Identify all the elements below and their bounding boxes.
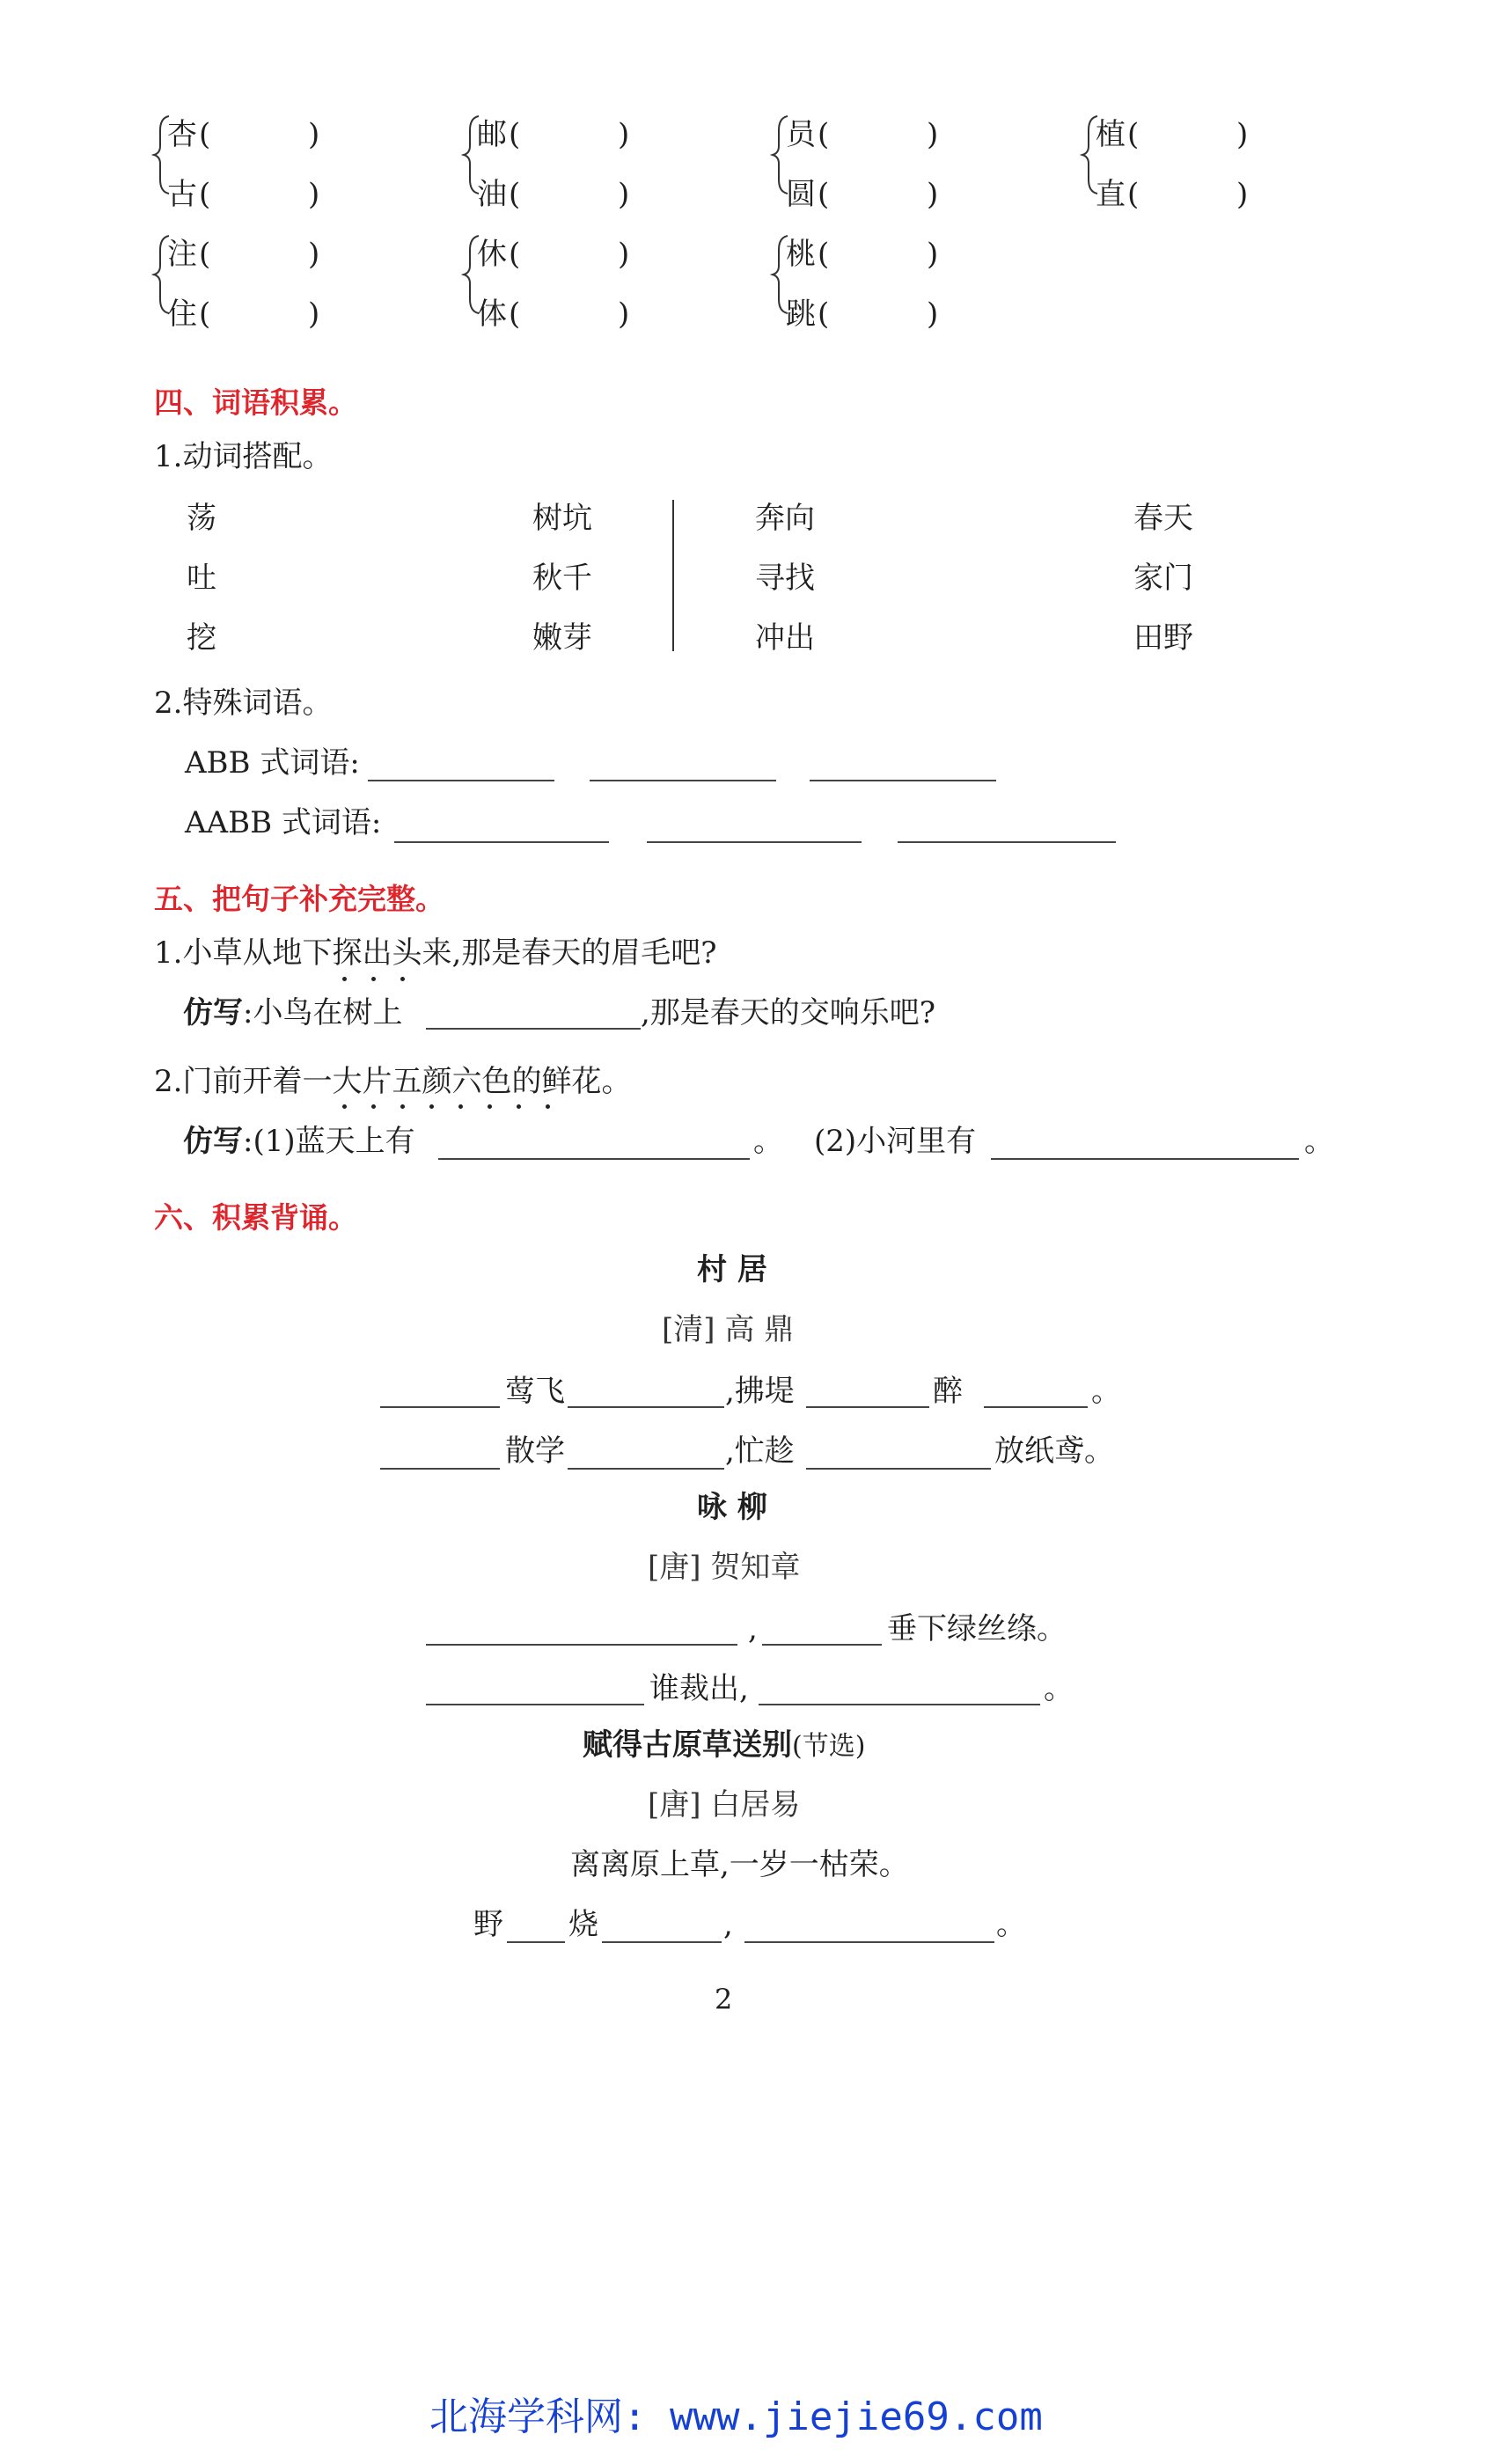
poem-3-blank[interactable]: [744, 1941, 994, 1943]
page-number: 2: [715, 1983, 733, 2016]
section-4-heading: 四、词语积累。: [154, 385, 357, 420]
mimic-2-blank-2[interactable]: [991, 1158, 1299, 1160]
paren-open: (: [1127, 117, 1140, 152]
word-left-1: 吐: [187, 561, 216, 596]
emphasis-dot: [488, 1104, 492, 1109]
paren-close: ): [927, 297, 939, 332]
emphasis-dot: [458, 1104, 463, 1109]
paren-close: ): [618, 117, 630, 152]
poem-3-blank[interactable]: [507, 1941, 565, 1943]
paren-open: (: [509, 177, 521, 212]
paren-close: ): [927, 177, 939, 212]
mimic-2-blank-1[interactable]: [438, 1158, 750, 1160]
poem-3-title-note: (节选): [792, 1731, 866, 1762]
answer-blank[interactable]: [530, 239, 653, 271]
abb-blank-1[interactable]: [368, 780, 554, 781]
mimic-2-text-b: 。: [753, 1124, 783, 1159]
word-right-2: 春天: [1133, 501, 1193, 536]
emphasis-dot: [342, 1104, 347, 1109]
poem-1-blank[interactable]: [380, 1468, 500, 1470]
poem-2-text: ,: [748, 1611, 758, 1646]
poem-2-text: 垂下绿丝绦。: [887, 1611, 1067, 1646]
character: 跳: [786, 297, 816, 332]
answer-blank[interactable]: [220, 239, 343, 271]
poem-1-text: 莺飞: [505, 1374, 565, 1409]
emphasis-dot: [429, 1104, 434, 1109]
poem-1-blank[interactable]: [380, 1406, 500, 1408]
paren-close: ): [308, 117, 320, 152]
poem-1-blank[interactable]: [806, 1468, 991, 1470]
q1-label: 1.动词搭配。: [154, 439, 333, 474]
poem-3-text: 。: [996, 1907, 1026, 1942]
character: 油: [477, 177, 507, 212]
character: 体: [477, 297, 507, 332]
mimic-2-text-d: 。: [1304, 1124, 1334, 1159]
paren-open: (: [199, 297, 211, 332]
word-right-2: 田野: [1133, 620, 1193, 656]
paren-open: (: [818, 237, 830, 272]
mimic-1-text-a: :小鸟在树上: [243, 995, 403, 1030]
answer-blank[interactable]: [530, 117, 653, 152]
column-divider: [672, 500, 674, 651]
character: 注: [167, 237, 197, 272]
poem-3-text: ,: [723, 1907, 733, 1942]
answer-blank[interactable]: [220, 177, 343, 212]
poem-1-blank[interactable]: [984, 1406, 1088, 1408]
aabb-blank-2[interactable]: [647, 841, 862, 843]
paren-close: ): [618, 177, 630, 212]
section-5-heading: 五、把句子补充完整。: [154, 882, 444, 916]
character: 桃: [786, 237, 816, 272]
abb-label: ABB 式词语:: [185, 745, 360, 781]
word-left-2: 嫩芽: [532, 620, 592, 656]
answer-blank[interactable]: [220, 299, 343, 331]
word-left-2: 树坑: [532, 501, 592, 536]
poem-1-author: [清] 高 鼎: [662, 1312, 795, 1347]
paren-open: (: [818, 177, 830, 212]
poem-2-blank[interactable]: [426, 1704, 644, 1705]
abb-blank-3[interactable]: [810, 780, 996, 781]
emphasis-dot: [371, 977, 376, 981]
poem-1-blank[interactable]: [568, 1406, 724, 1408]
character: 直: [1096, 177, 1126, 212]
aabb-blank-1[interactable]: [394, 841, 609, 843]
answer-blank[interactable]: [530, 177, 653, 212]
paren-open: (: [818, 297, 830, 332]
poem-1-blank[interactable]: [568, 1468, 724, 1470]
word-right-1: 冲出: [755, 620, 815, 656]
emphasis-dot: [342, 977, 347, 981]
poem-2-blank[interactable]: [426, 1644, 737, 1646]
section-6-heading: 六、积累背诵。: [154, 1200, 357, 1235]
aabb-blank-3[interactable]: [898, 841, 1116, 843]
poem-3-text: 野: [473, 1907, 503, 1942]
paren-open: (: [199, 117, 211, 152]
mimic-label-2: 仿写: [183, 1124, 243, 1159]
poem-1-text: 放纸鸢。: [994, 1434, 1114, 1469]
paren-close: ): [308, 177, 320, 212]
paren-open: (: [509, 297, 521, 332]
character: 邮: [477, 117, 507, 152]
poem-1-text: 。: [1091, 1374, 1121, 1409]
emphasis-dot: [371, 1104, 376, 1109]
word-left-1: 荡: [187, 501, 216, 536]
watermark: 北海学科网: www.jiejie69.com: [429, 2394, 1043, 2439]
answer-blank[interactable]: [839, 117, 962, 152]
poem-2-text: 。: [1044, 1671, 1074, 1706]
poem-3-title: 赋得古原草送别: [583, 1727, 792, 1763]
paren-close: ): [618, 237, 630, 272]
sentence-1: 1.小草从地下探出头来,那是春天的眉毛吧?: [154, 935, 717, 971]
poem-2-author: [唐] 贺知章: [648, 1550, 801, 1585]
answer-blank[interactable]: [839, 299, 962, 331]
word-left-2: 秋千: [532, 561, 592, 596]
paren-open: (: [199, 237, 211, 272]
poem-1-text: ,拂堤: [725, 1374, 795, 1409]
character: 员: [786, 117, 816, 152]
character: 古: [167, 177, 197, 212]
answer-blank[interactable]: [220, 117, 343, 152]
paren-close: ): [1236, 177, 1249, 212]
character: 杏: [167, 117, 197, 152]
poem-3-text: 烧: [568, 1907, 598, 1942]
mimic-2-text-a: :(1)蓝天上有: [243, 1124, 415, 1159]
word-right-1: 寻找: [755, 561, 815, 596]
paren-open: (: [509, 117, 521, 152]
poem-1-text: ,忙趁: [725, 1434, 795, 1469]
word-left-1: 挖: [187, 620, 216, 656]
poem-3-blank[interactable]: [602, 1941, 722, 1943]
sentence-2: 2.门前开着一大片五颜六色的鲜花。: [154, 1064, 632, 1099]
paren-close: ): [927, 237, 939, 272]
mimic-1-blank[interactable]: [426, 1028, 641, 1030]
answer-blank[interactable]: [1148, 177, 1272, 212]
character: 植: [1096, 117, 1126, 152]
poem-2-title: 咏 柳: [697, 1490, 767, 1525]
poem-2-text: 谁裁出,: [649, 1671, 749, 1706]
answer-blank[interactable]: [1148, 117, 1272, 152]
paren-close: ): [927, 117, 939, 152]
poem-3-line-1: 离离原上草,一岁一枯荣。: [570, 1847, 909, 1882]
emphasis-dot: [546, 1104, 550, 1109]
emphasis-dot: [400, 977, 405, 981]
poem-2-blank[interactable]: [762, 1644, 882, 1646]
poem-1-text: 醉: [933, 1374, 963, 1409]
paren-open: (: [1127, 177, 1140, 212]
answer-blank[interactable]: [839, 239, 962, 271]
paren-close: ): [618, 297, 630, 332]
emphasis-dot: [517, 1104, 521, 1109]
paren-open: (: [199, 177, 211, 212]
poem-1-title: 村 居: [697, 1252, 767, 1287]
paren-open: (: [818, 117, 830, 152]
mimic-1-text-b: ,那是春天的交响乐吧?: [641, 995, 936, 1030]
abb-blank-2[interactable]: [590, 780, 776, 781]
paren-open: (: [509, 237, 521, 272]
poem-1-blank[interactable]: [806, 1406, 929, 1408]
character: 休: [477, 237, 507, 272]
mimic-label-1: 仿写: [183, 995, 243, 1030]
character: 住: [167, 297, 197, 332]
answer-blank[interactable]: [530, 299, 653, 331]
word-right-2: 家门: [1133, 561, 1193, 596]
emphasis-dot: [400, 1104, 405, 1109]
poem-1-text: 散学: [505, 1434, 565, 1469]
word-right-1: 奔向: [755, 501, 815, 536]
character: 圆: [786, 177, 816, 212]
q2-label: 2.特殊词语。: [154, 686, 333, 721]
poem-2-blank[interactable]: [759, 1704, 1040, 1705]
mimic-2-text-c: (2)小河里有: [814, 1124, 977, 1159]
answer-blank[interactable]: [839, 177, 962, 212]
paren-close: ): [308, 237, 320, 272]
paren-close: ): [308, 297, 320, 332]
paren-close: ): [1236, 117, 1249, 152]
aabb-label: AABB 式词语:: [185, 805, 382, 840]
poem-3-author: [唐] 白居易: [648, 1787, 801, 1822]
